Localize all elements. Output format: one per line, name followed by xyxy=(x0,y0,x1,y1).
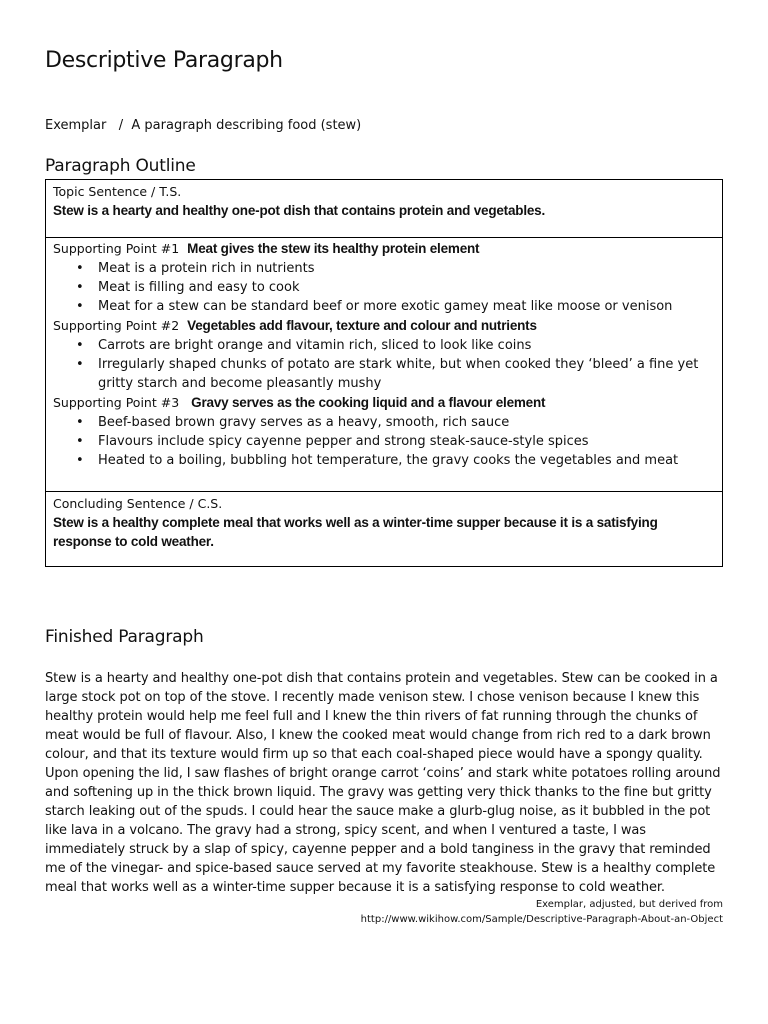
subtitle: Exemplar / A paragraph describing food (stew) xyxy=(45,118,362,133)
bullet-item: • Irregularly shaped chunks of potato are stark white, but when cooked they ‘bleed’ a fine yet gritty starch and become pleasantly mushy xyxy=(98,355,715,393)
supporting-point-label: Supporting Point #1 xyxy=(53,241,180,256)
bullet-item: • Beef-based brown gravy serves as a heavy, smooth, rich sauce xyxy=(98,413,715,432)
bullet-item: • Carrots are bright orange and vitamin rich, sliced to look like coins xyxy=(98,336,715,355)
bullet-item: • Meat for a stew can be standard beef or more exotic gamey meat like moose or venison xyxy=(98,297,715,316)
supporting-point-label: Supporting Point #3 xyxy=(53,395,180,410)
topic-sentence-label: Topic Sentence / T.S. xyxy=(53,184,182,199)
concluding-sentence-cell xyxy=(46,492,722,566)
bullet-item: • Heated to a boiling, bubbling hot temperature, the gravy cooks the vegetables and meat xyxy=(98,451,715,470)
page-title: Descriptive Paragraph xyxy=(45,48,283,73)
bullet-list xyxy=(53,259,715,316)
bullet-item: • Flavours include spicy cayenne pepper and strong steak-sauce-style spices xyxy=(98,432,715,451)
finished-paragraph: Stew is a hearty and healthy one-pot dish that contains protein and vegetables. Stew can be cooked in a large stock pot on top of the stove. I recently made venison stew. I chose venison because I knew this healthy protein would help me feel full and I knew the thin rivers of fat running through the chunks of meat would be full of flavour. Also, I knew the cooked meat would change from rich red to a dark brown colour, and that its texture would firm up so that each coal-shaped piece would have a spongy quality. Upon opening the lid, I saw flashes of bright orange carrot ‘coins’ and stark white potatoes rolling around and softening up in the thick brown liquid. The gravy was getting very thick thanks to the fine but gritty starch leaking out of the spuds. I could hear the sauce make a glurb-glug noise, as it bubbled in the pot like lava in a volcano. The gravy had a strong, spicy scent, and when I ventured a taste, I was immediately struck by a slap of spicy, cayenne pepper and a bold tanginess in the gravy that reminded me of the vinegar- and spice-based sauce served at my favorite steakhouse. Stew is a healthy complete meal that works well as a winter-time supper because it is a satisfying response to cold weather. xyxy=(45,671,721,895)
credit-line: Exemplar, adjusted, but derived from xyxy=(535,899,723,910)
supporting-point-3 xyxy=(53,393,715,413)
bullet-list xyxy=(53,413,715,470)
bullet-item: • Meat is filling and easy to cook xyxy=(98,278,715,297)
supporting-point-heading: Gravy serves as the cooking liquid and a flavour element xyxy=(191,395,546,410)
finished-heading: Finished Paragraph xyxy=(45,627,204,647)
supporting-point-heading: Meat gives the stew its healthy protein element xyxy=(187,241,480,256)
supporting-point-label: Supporting Point #2 xyxy=(53,318,180,333)
supporting-point-2 xyxy=(53,316,715,336)
source-credit xyxy=(361,897,723,927)
supporting-points-cell xyxy=(46,238,722,492)
outline-table xyxy=(45,179,723,567)
supporting-point-1 xyxy=(53,239,715,259)
bullet-item: • Meat is a protein rich in nutrients xyxy=(98,259,715,278)
credit-url: http://www.wikihow.com/Sample/Descriptive-Paragraph-About-an-Object xyxy=(360,914,723,925)
topic-sentence-cell xyxy=(46,180,722,238)
concluding-sentence-label: Concluding Sentence / C.S. xyxy=(53,496,223,511)
outline-heading: Paragraph Outline xyxy=(45,156,196,176)
topic-sentence-text: Stew is a hearty and healthy one-pot dish that contains protein and vegetables. xyxy=(53,203,546,218)
concluding-sentence-text: Stew is a healthy complete meal that works well as a winter-time supper because it is a satisfying response to cold weather. xyxy=(53,515,658,549)
supporting-point-heading: Vegetables add flavour, texture and colour and nutrients xyxy=(187,318,537,333)
bullet-list xyxy=(53,336,715,393)
